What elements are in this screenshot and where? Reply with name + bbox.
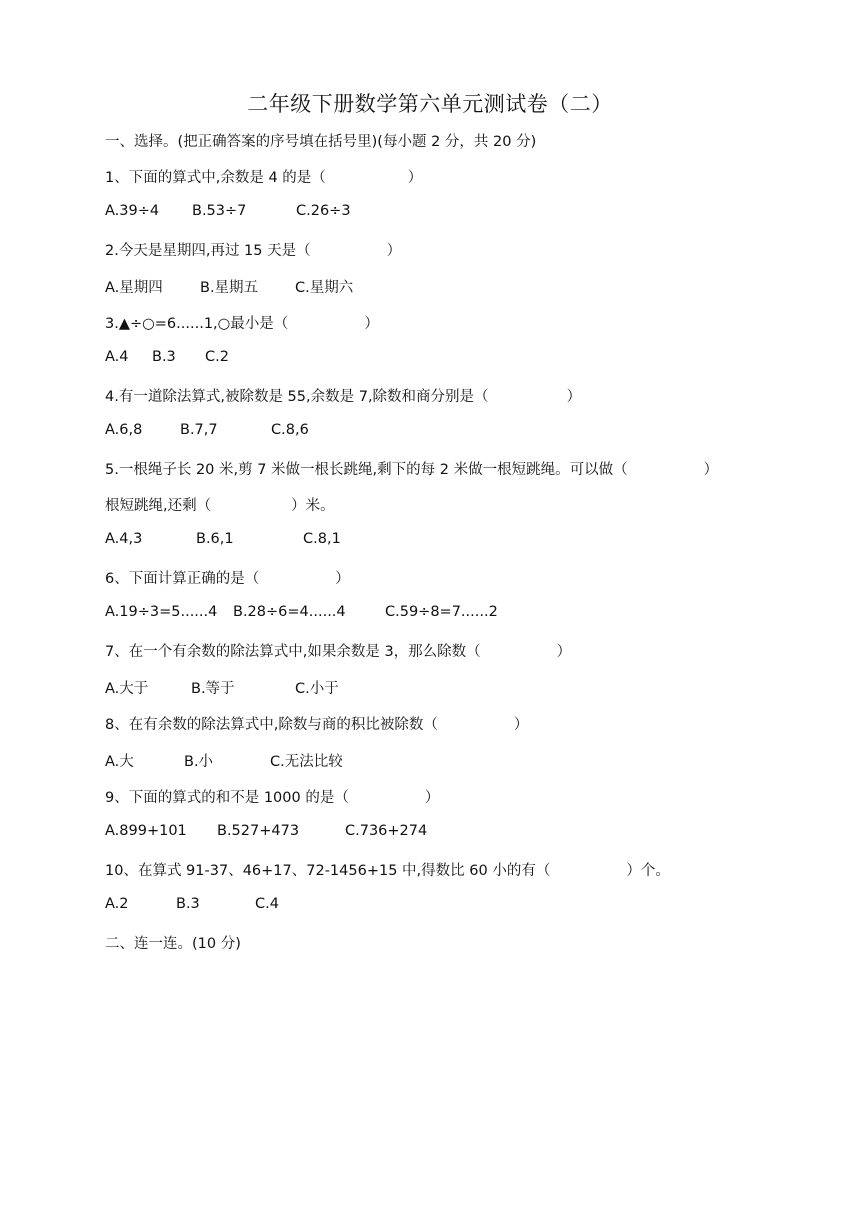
question-2	[105, 239, 401, 260]
question-4-text: 4.有一道除法算式,被除数是 55,余数是 7,除数和商分别是（	[105, 389, 489, 405]
section-2-heading: 二、连一连。(10 分)	[105, 936, 241, 952]
option-a: A.4,3	[105, 531, 143, 547]
option-a: A.大于	[105, 681, 149, 697]
question-8-close: ）	[513, 717, 529, 733]
option-a: A.星期四	[105, 280, 163, 296]
option-b: B.527+473	[217, 823, 300, 839]
question-5-line2-close: ）米。	[291, 498, 335, 514]
option-c: C.26÷3	[296, 203, 351, 219]
question-4	[105, 385, 581, 406]
option-b: B.星期五	[200, 280, 259, 296]
option-c: C.4	[255, 896, 279, 912]
option-b: B.6,1	[196, 531, 234, 547]
page-title: 二年级下册数学第六单元测试卷（二）	[247, 92, 613, 116]
question-5	[105, 458, 718, 479]
option-c: C.无法比较	[270, 754, 343, 770]
question-5-continued	[105, 494, 335, 515]
question-7-close: ）	[556, 644, 572, 660]
question-9	[105, 786, 439, 807]
option-a: A.6,8	[105, 422, 143, 438]
question-4-close: ）	[566, 389, 582, 405]
option-c: C.59÷8=7......2	[385, 604, 498, 620]
question-7	[105, 640, 571, 661]
question-8-text: 8、在有余数的除法算式中,除数与商的积比被除数（	[105, 717, 438, 733]
question-6-text: 6、下面计算正确的是（	[105, 571, 260, 587]
option-b: B.3	[152, 349, 176, 365]
question-10-close: ）个。	[626, 863, 670, 879]
question-3	[105, 312, 379, 333]
option-b: B.等于	[191, 681, 235, 697]
option-a: A.大	[105, 754, 134, 770]
question-6	[105, 567, 350, 588]
question-7-text: 7、在一个有余数的除法算式中,如果余数是 3，那么除数（	[105, 644, 481, 660]
section-1-heading: 一、选择。(把正确答案的序号填在括号里)(每小题 2 分，共 20 分)	[105, 134, 537, 150]
question-9-text: 9、下面的算式的和不是 1000 的是（	[105, 790, 349, 806]
question-10-text: 10、在算式 91-37、46+17、72-1456+15 中,得数比 60 小的有（	[105, 863, 551, 879]
option-a: A.4	[105, 349, 129, 365]
option-a: A.2	[105, 896, 129, 912]
option-b: B.53÷7	[192, 203, 247, 219]
question-5-line2-text: 根短跳绳,还剩（	[105, 498, 212, 514]
question-2-close: ）	[386, 243, 402, 259]
option-c: C.2	[205, 349, 229, 365]
question-10	[105, 859, 670, 880]
option-c: C.8,1	[303, 531, 341, 547]
option-b: B.28÷6=4......4	[233, 604, 346, 620]
option-b: B.7,7	[180, 422, 218, 438]
option-a: A.39÷4	[105, 203, 160, 219]
question-2-text: 2.今天是星期四,再过 15 天是（	[105, 243, 311, 259]
option-b: B.小	[184, 754, 214, 770]
option-c: C.8,6	[271, 422, 309, 438]
option-c: C.星期六	[295, 280, 354, 296]
question-3-close: ）	[364, 316, 379, 332]
question-6-close: ）	[335, 571, 350, 587]
option-b: B.3	[176, 896, 200, 912]
option-a: A.899+101	[105, 823, 187, 839]
question-8	[105, 713, 528, 734]
question-9-close: ）	[424, 790, 440, 806]
option-c: C.736+274	[345, 823, 428, 839]
question-1-text: 1、下面的算式中,余数是 4 的是（	[105, 170, 326, 186]
question-3-text: 3.▲÷○=6......1,○最小是（	[105, 316, 289, 332]
question-1	[105, 166, 422, 187]
question-5-close: ）	[703, 462, 719, 478]
option-c: C.小于	[295, 681, 339, 697]
question-1-close: ）	[407, 170, 423, 186]
option-a: A.19÷3=5......4	[105, 604, 218, 620]
question-5-text: 5.一根绳子长 20 米,剪 7 米做一根长跳绳,剩下的每 2 米做一根短跳绳。可以做（	[105, 462, 628, 478]
